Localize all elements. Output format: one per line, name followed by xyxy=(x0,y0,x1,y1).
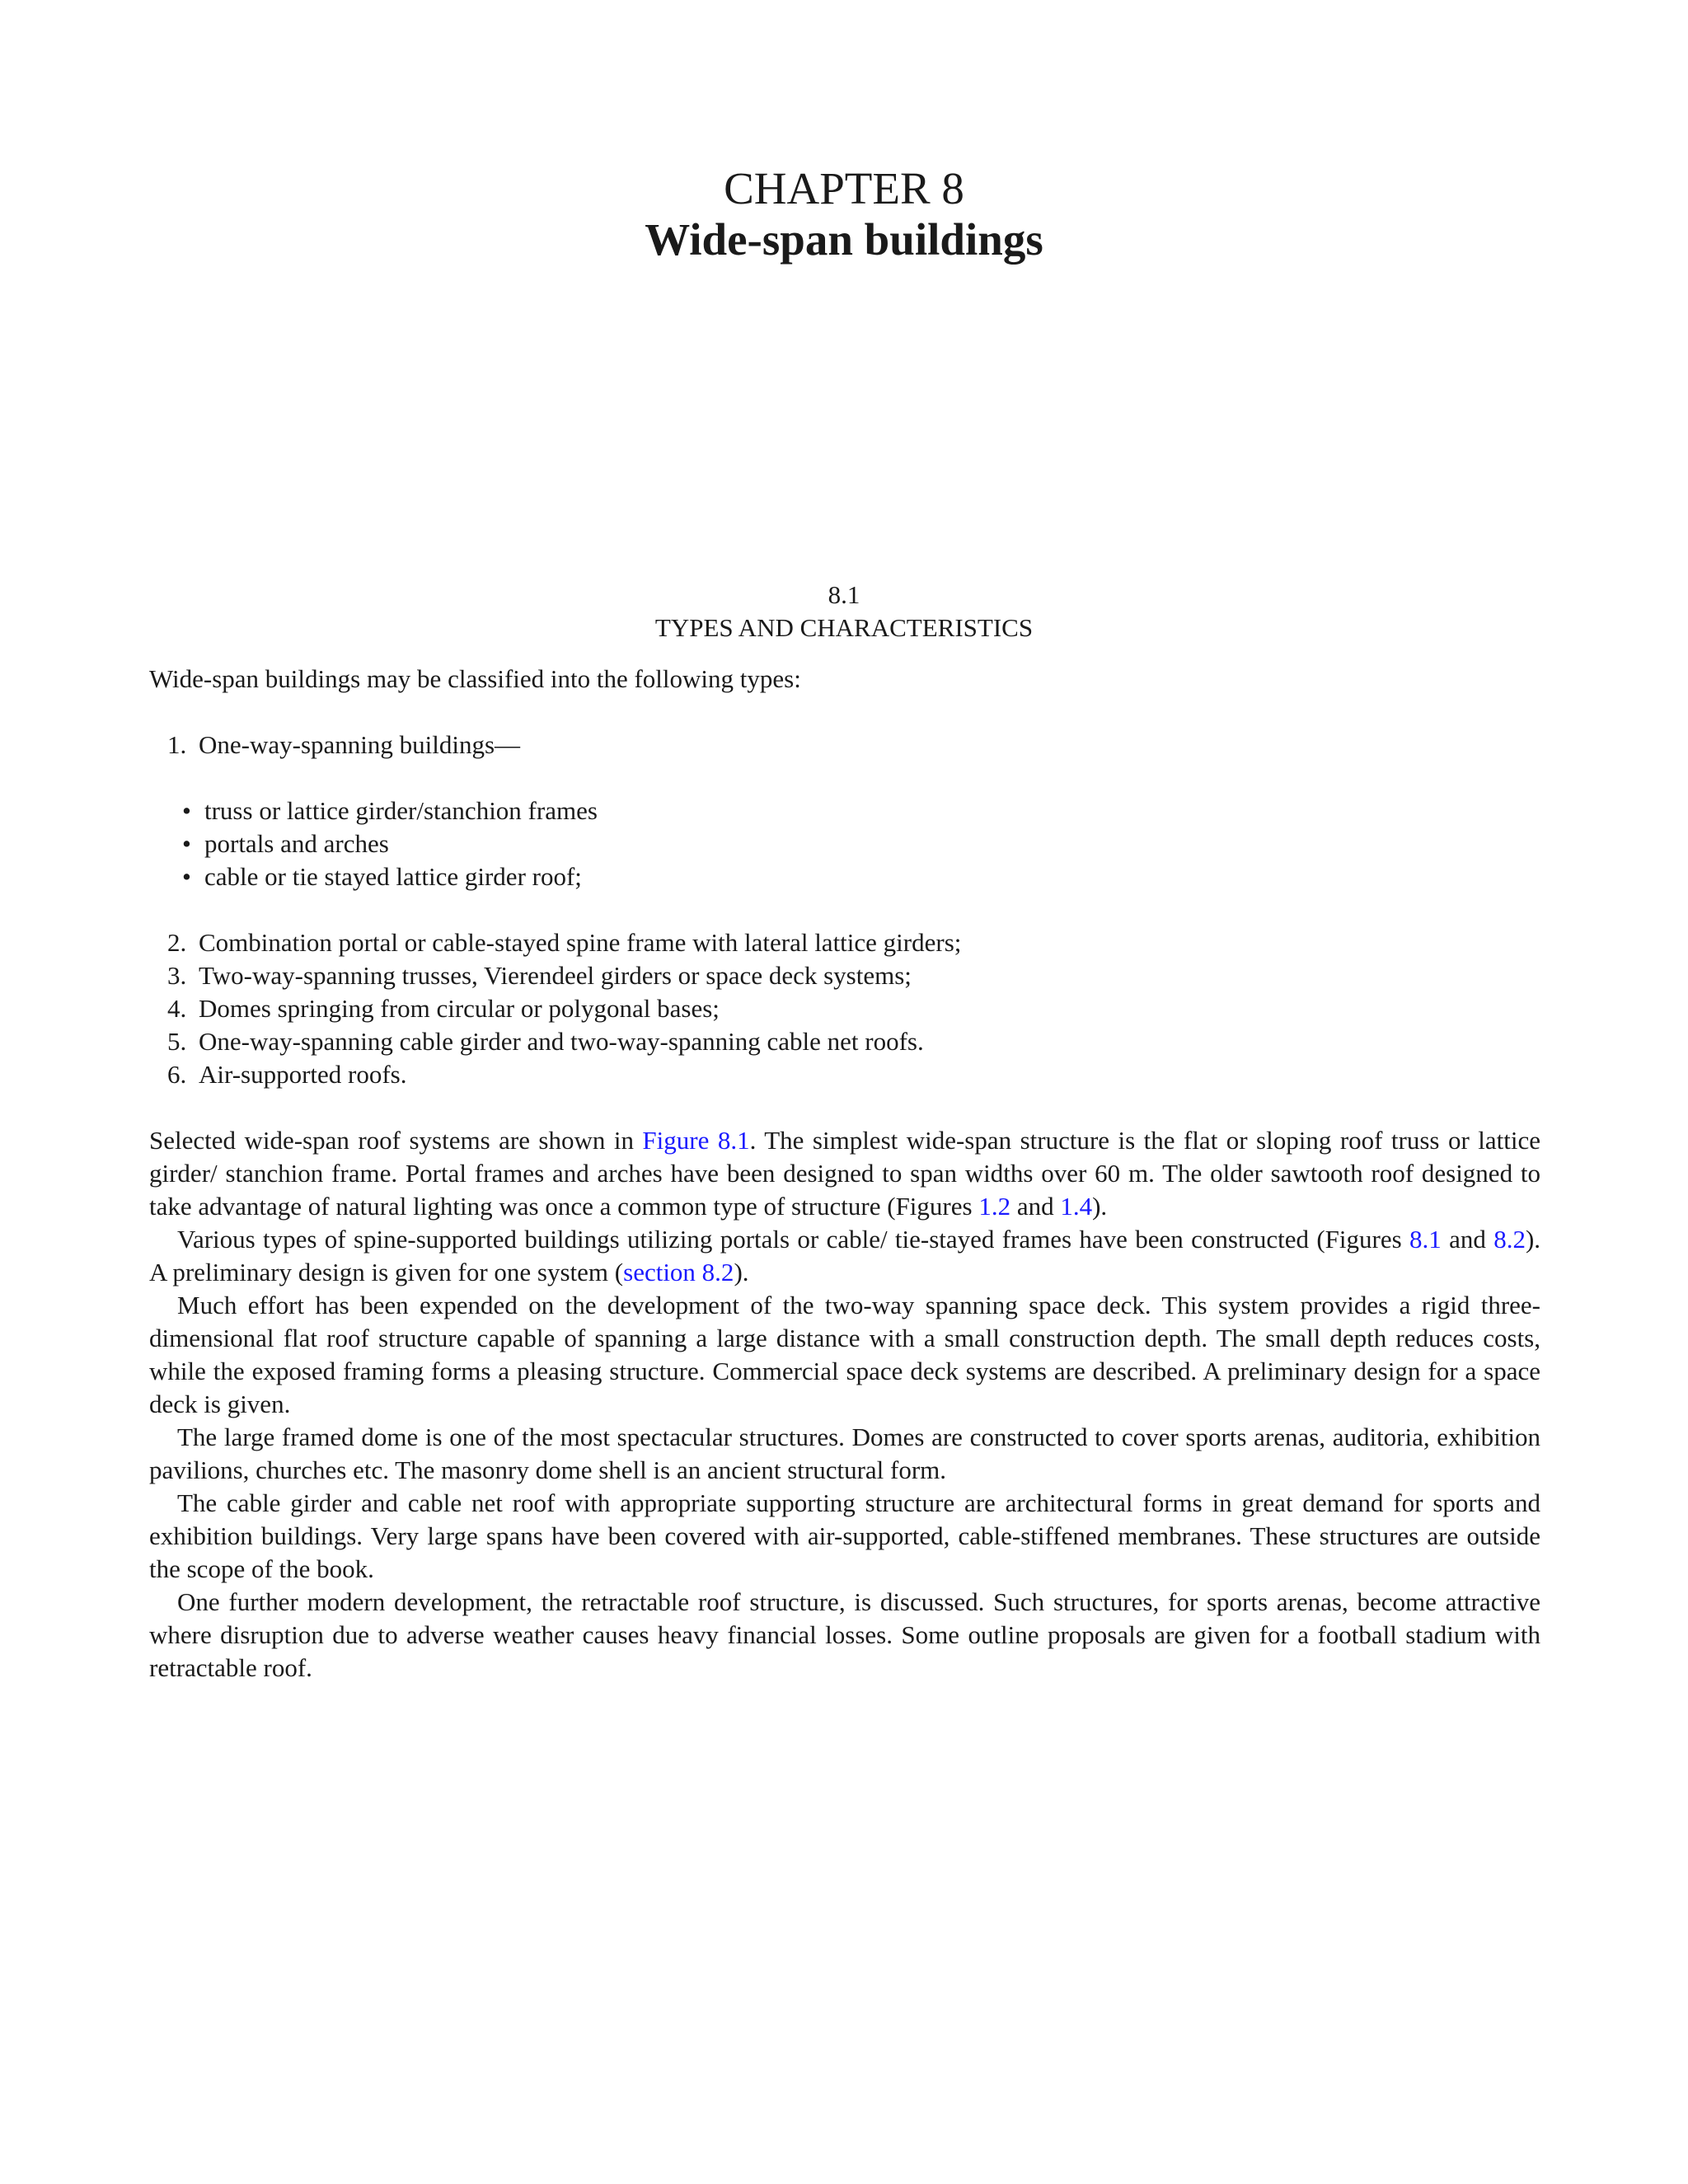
section-title: TYPES AND CHARACTERISTICS xyxy=(654,613,1034,642)
paragraph-domes: The large framed dome is one of the most spectacular structures. Domes are constructed to cover sports arenas, auditoria, exhibition pavilions, churches etc. The masonry dome shell is an ancient structural form. xyxy=(149,1422,1540,1484)
section-body xyxy=(149,663,1540,1685)
paragraph-retractable-roof: One further modern development, the retractable roof structure, is discussed. Such structures, for sports arenas, become attractive where disruption due to adverse weather causes heavy financial losses. Some outline proposals are given for a football stadium with retractable roof. xyxy=(149,1587,1540,1682)
paragraph-cable-roofs: The cable girder and cable net roof with appropriate supporting structure are architectural forms in great demand for sports and exhibition buildings. Very large spans have been covered with air-supported, cable-stiffened membranes. These structures are outside the scope of the book. xyxy=(149,1488,1540,1583)
list-item-number: 3. xyxy=(167,961,187,990)
list-item-number: 5. xyxy=(167,1027,187,1056)
list-item xyxy=(149,959,1540,992)
list-item-text: Air-supported roofs. xyxy=(199,1060,407,1089)
list-item xyxy=(149,1058,1540,1091)
figure-1-2-link[interactable]: 1.2 xyxy=(978,1192,1011,1221)
figure-8-1-link[interactable]: Figure 8.1 xyxy=(642,1126,750,1155)
list-item-number: 6. xyxy=(167,1060,187,1089)
list-item-text: One-way-spanning cable girder and two-way-spanning cable net roofs. xyxy=(199,1027,924,1056)
paragraph-text: and xyxy=(1441,1225,1494,1254)
figure-1-4-link[interactable]: 1.4 xyxy=(1060,1192,1093,1221)
bullet-list xyxy=(149,794,1540,893)
list-item-text: Combination portal or cable-stayed spine frame with lateral lattice girders; xyxy=(199,928,962,957)
bullet-item xyxy=(149,827,1540,860)
list-item xyxy=(149,992,1540,1025)
bullet-item xyxy=(149,860,1540,893)
section-number: 8.1 xyxy=(828,580,860,609)
figure-8-2-link[interactable]: 8.2 xyxy=(1493,1225,1526,1254)
paragraph-text: Various types of spine-supported buildings utilizing portals or cable/ tie-stayed frames have been constructed (Figures xyxy=(177,1225,1409,1254)
paragraph-roof-systems xyxy=(149,1124,1540,1223)
list-item xyxy=(149,729,1540,762)
list-item-number: 2. xyxy=(167,928,187,957)
list-item xyxy=(149,926,1540,959)
chapter-label: CHAPTER 8 xyxy=(724,163,964,213)
paragraph-spine-supported xyxy=(149,1223,1540,1289)
chapter-title: Wide-span buildings xyxy=(645,214,1043,265)
paragraph-text: ). xyxy=(1092,1192,1108,1221)
paragraph-text: Selected wide-span roof systems are shown in xyxy=(149,1126,643,1155)
list-item-number: 1. xyxy=(167,730,187,759)
types-list xyxy=(149,729,1540,1091)
figure-8-1-link[interactable]: 8.1 xyxy=(1409,1225,1442,1254)
list-item xyxy=(149,1025,1540,1058)
section-header xyxy=(0,579,1688,644)
paragraph-space-deck: Much effort has been expended on the development of the two-way spanning space deck. This system provides a rigid three-dimensional flat roof structure capable of spanning a large distance with a small construction depth. The small depth reduces costs, while the exposed framing forms a pleasing structure. Commercial space deck systems are described. A preliminary design for a space deck is given. xyxy=(149,1291,1540,1418)
section-8-2-link[interactable]: section 8.2 xyxy=(623,1258,734,1286)
bullet-icon: • xyxy=(182,829,191,858)
bullet-icon: • xyxy=(182,796,191,825)
bullet-item xyxy=(149,794,1540,827)
bullet-text: portals and arches xyxy=(204,829,389,858)
intro-paragraph: Wide-span buildings may be classified into the following types: xyxy=(149,664,801,693)
bullet-text: cable or tie stayed lattice girder roof; xyxy=(204,862,582,891)
list-item-number: 4. xyxy=(167,994,187,1023)
chapter-header xyxy=(0,163,1688,265)
bullet-text: truss or lattice girder/stanchion frames xyxy=(204,796,598,825)
paragraph-text: ). A preliminary design is given for one system ( xyxy=(149,1225,1541,1286)
paragraph-text: ). xyxy=(734,1258,749,1286)
paragraph-text: and xyxy=(1010,1192,1061,1221)
list-item-text: Domes springing from circular or polygonal bases; xyxy=(199,994,720,1023)
list-item-text: Two-way-spanning trusses, Vierendeel girders or space deck systems; xyxy=(199,961,912,990)
list-item-text: One-way-spanning buildings— xyxy=(199,730,521,759)
paragraph-text: . The simplest wide-span structure is the flat or sloping roof truss or lattice girder/ stanchion frame. Portal frames and arches have been designed to span widths over 60 m. The older sawtooth roof designed to take advantage of natural lighting was once a common type of structure (Figures xyxy=(149,1126,1540,1221)
bullet-icon: • xyxy=(182,862,191,891)
